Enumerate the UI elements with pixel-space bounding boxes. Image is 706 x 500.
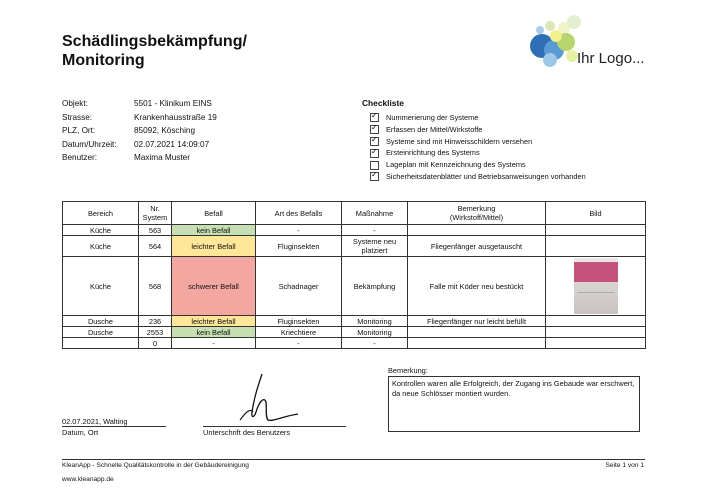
col-art: Art des Befalls: [256, 202, 342, 225]
checklist-item-label: Erfassen der Mittel/Wirkstoffe: [386, 124, 483, 134]
cell-massnahme: -: [342, 225, 408, 236]
cell-massnahme: Systeme neu platziert: [342, 236, 408, 257]
table-row: [63, 257, 646, 316]
cell-bereich: Küche: [63, 236, 139, 257]
info-label: PLZ, Ort:: [62, 126, 96, 136]
title-line-1: Schädlingsbekämpfung/: [62, 33, 247, 50]
checklist-item: [370, 171, 586, 183]
monitoring-table: [62, 201, 646, 349]
table-row: [63, 225, 646, 236]
col-bemerkung-line-2: (Wirkstoff/Mittel): [449, 213, 504, 222]
cell-bild: [546, 316, 646, 327]
cell-bemerkung: [408, 327, 546, 338]
cell-befall: kein Befall: [172, 327, 256, 338]
cell-bild: [546, 327, 646, 338]
cell-befall: leichter Befall: [172, 316, 256, 327]
cell-bereich: Küche: [63, 257, 139, 316]
cell-art: Schadnager: [256, 257, 342, 316]
info-row: [62, 151, 217, 165]
info-value: 85092, Kösching: [134, 126, 195, 136]
col-nr-line-2: System: [142, 213, 168, 222]
checklist: [370, 112, 586, 183]
date-line: [62, 426, 166, 427]
checkbox[interactable]: [370, 172, 379, 181]
checklist-item: [370, 159, 586, 171]
footer-url: www.kleanapp.de: [62, 476, 114, 483]
info-label: Strasse:: [62, 112, 93, 122]
info-row: [62, 111, 217, 125]
object-info: [62, 97, 217, 165]
checkbox[interactable]: [370, 113, 379, 122]
cell-befall: schwerer Befall: [172, 257, 256, 316]
col-bereich: Bereich: [63, 202, 139, 225]
cell-befall: kein Befall: [172, 225, 256, 236]
table-row: [63, 236, 646, 257]
cell-bemerkung: Fliegenfänger ausgetauscht: [408, 236, 546, 257]
table-row: [63, 316, 646, 327]
table-row: [63, 327, 646, 338]
info-row: [62, 138, 217, 152]
cell-befall: -: [172, 338, 256, 349]
info-label: Objekt:: [62, 99, 88, 108]
checklist-item: [370, 112, 586, 124]
info-row: [62, 124, 217, 138]
cell-art: Kriechtiere: [256, 327, 342, 338]
remark-box: Kontrollen waren alle Erfolgreich, der Zugang ins Gebaude war erschwert, da neue Schlösser montiert wurden.: [388, 376, 640, 432]
info-value: Krankenhausstraße 19: [134, 112, 217, 122]
cell-nr-system: 568: [139, 257, 172, 316]
col-nr-system: [139, 202, 172, 225]
cell-bild: [546, 338, 646, 349]
cell-bereich: [63, 338, 139, 349]
cell-befall: leichter Befall: [172, 236, 256, 257]
info-value: 02.07.2021 14:09:07: [134, 139, 210, 149]
cell-nr-system: 236: [139, 316, 172, 327]
cell-art: -: [256, 225, 342, 236]
info-label: Datum/Uhrzeit:: [62, 139, 117, 149]
logo-text: Ihr Logo...: [577, 50, 645, 67]
signature-date-place: 02.07.2021, Walting: [62, 417, 128, 426]
checkbox[interactable]: [370, 161, 379, 170]
cell-bild: [546, 236, 646, 257]
checklist-item-label: Nummerierung der Systeme: [386, 113, 479, 122]
col-massnahme: Maßnahme: [342, 202, 408, 225]
cell-bereich: Dusche: [63, 316, 139, 327]
col-nr-line-1: Nr.: [150, 204, 160, 213]
document-title: [62, 32, 247, 70]
info-value: 5501 - Klinikum EINS: [134, 99, 212, 108]
signature-image: [232, 372, 302, 424]
cell-bemerkung: [408, 338, 546, 349]
table-row: [63, 338, 646, 349]
cell-massnahme: Monitoring: [342, 316, 408, 327]
cell-massnahme: -: [342, 338, 408, 349]
photo-thumbnail[interactable]: [574, 258, 618, 314]
info-row: [62, 97, 217, 111]
footer-divider: [62, 459, 645, 460]
title-line-2: Monitoring: [62, 52, 145, 69]
checklist-item: [370, 124, 586, 136]
checklist-item: [370, 147, 586, 159]
cell-bemerkung: Fliegenfänger nur leicht befüllt: [408, 316, 546, 327]
cell-art: -: [256, 338, 342, 349]
cell-massnahme: Bekämpfung: [342, 257, 408, 316]
cell-art: Fluginsekten: [256, 236, 342, 257]
cell-nr-system: 563: [139, 225, 172, 236]
cell-bereich: Küche: [63, 225, 139, 236]
table-header-row: [63, 202, 646, 225]
date-place-label: Datum, Ort: [62, 428, 99, 437]
remark-label: Bemerkung:: [388, 366, 428, 375]
checklist-item-label: Ersteinrichtung des Systems: [386, 148, 480, 158]
footer-text: KleanApp - Schnelle Qualitätskontrolle in der Gebäudereinigung: [62, 462, 249, 469]
checklist-item-label: Lageplan mit Kennzeichnung des Systems: [386, 160, 526, 170]
cell-art: Fluginsekten: [256, 316, 342, 327]
cell-nr-system: 564: [139, 236, 172, 257]
cell-bereich: Dusche: [63, 327, 139, 338]
checklist-item: [370, 136, 586, 148]
signature-label: Unterschrift des Benutzers: [203, 428, 291, 437]
col-bemerkung: [408, 202, 546, 225]
cell-bild: [546, 257, 646, 316]
checklist-item-label: Systeme sind mit Hinweisschildern versehen: [386, 136, 533, 146]
info-value: Maxima Muster: [134, 153, 190, 163]
checklist-title: Checkliste: [362, 98, 404, 108]
cell-bild: [546, 225, 646, 236]
cell-massnahme: Monitoring: [342, 327, 408, 338]
info-label: Benutzer:: [62, 153, 98, 163]
checkbox[interactable]: [370, 125, 379, 134]
checkbox[interactable]: [370, 149, 379, 158]
col-bild: Bild: [546, 202, 646, 225]
cell-nr-system: 0: [139, 338, 172, 349]
col-bemerkung-line-1: Bemerkung: [457, 204, 496, 213]
cell-bemerkung: Falle mit Köder neu bestückt: [408, 257, 546, 316]
checkbox[interactable]: [370, 137, 379, 146]
page-number: Seite 1 von 1: [605, 462, 644, 469]
signature-line: [203, 426, 346, 427]
col-befall: Befall: [172, 202, 256, 225]
checklist-item-label: Sicherheitsdatenblätter und Betriebsanweisungen vorhanden: [386, 171, 586, 181]
cell-nr-system: 2553: [139, 327, 172, 338]
cell-bemerkung: [408, 225, 546, 236]
